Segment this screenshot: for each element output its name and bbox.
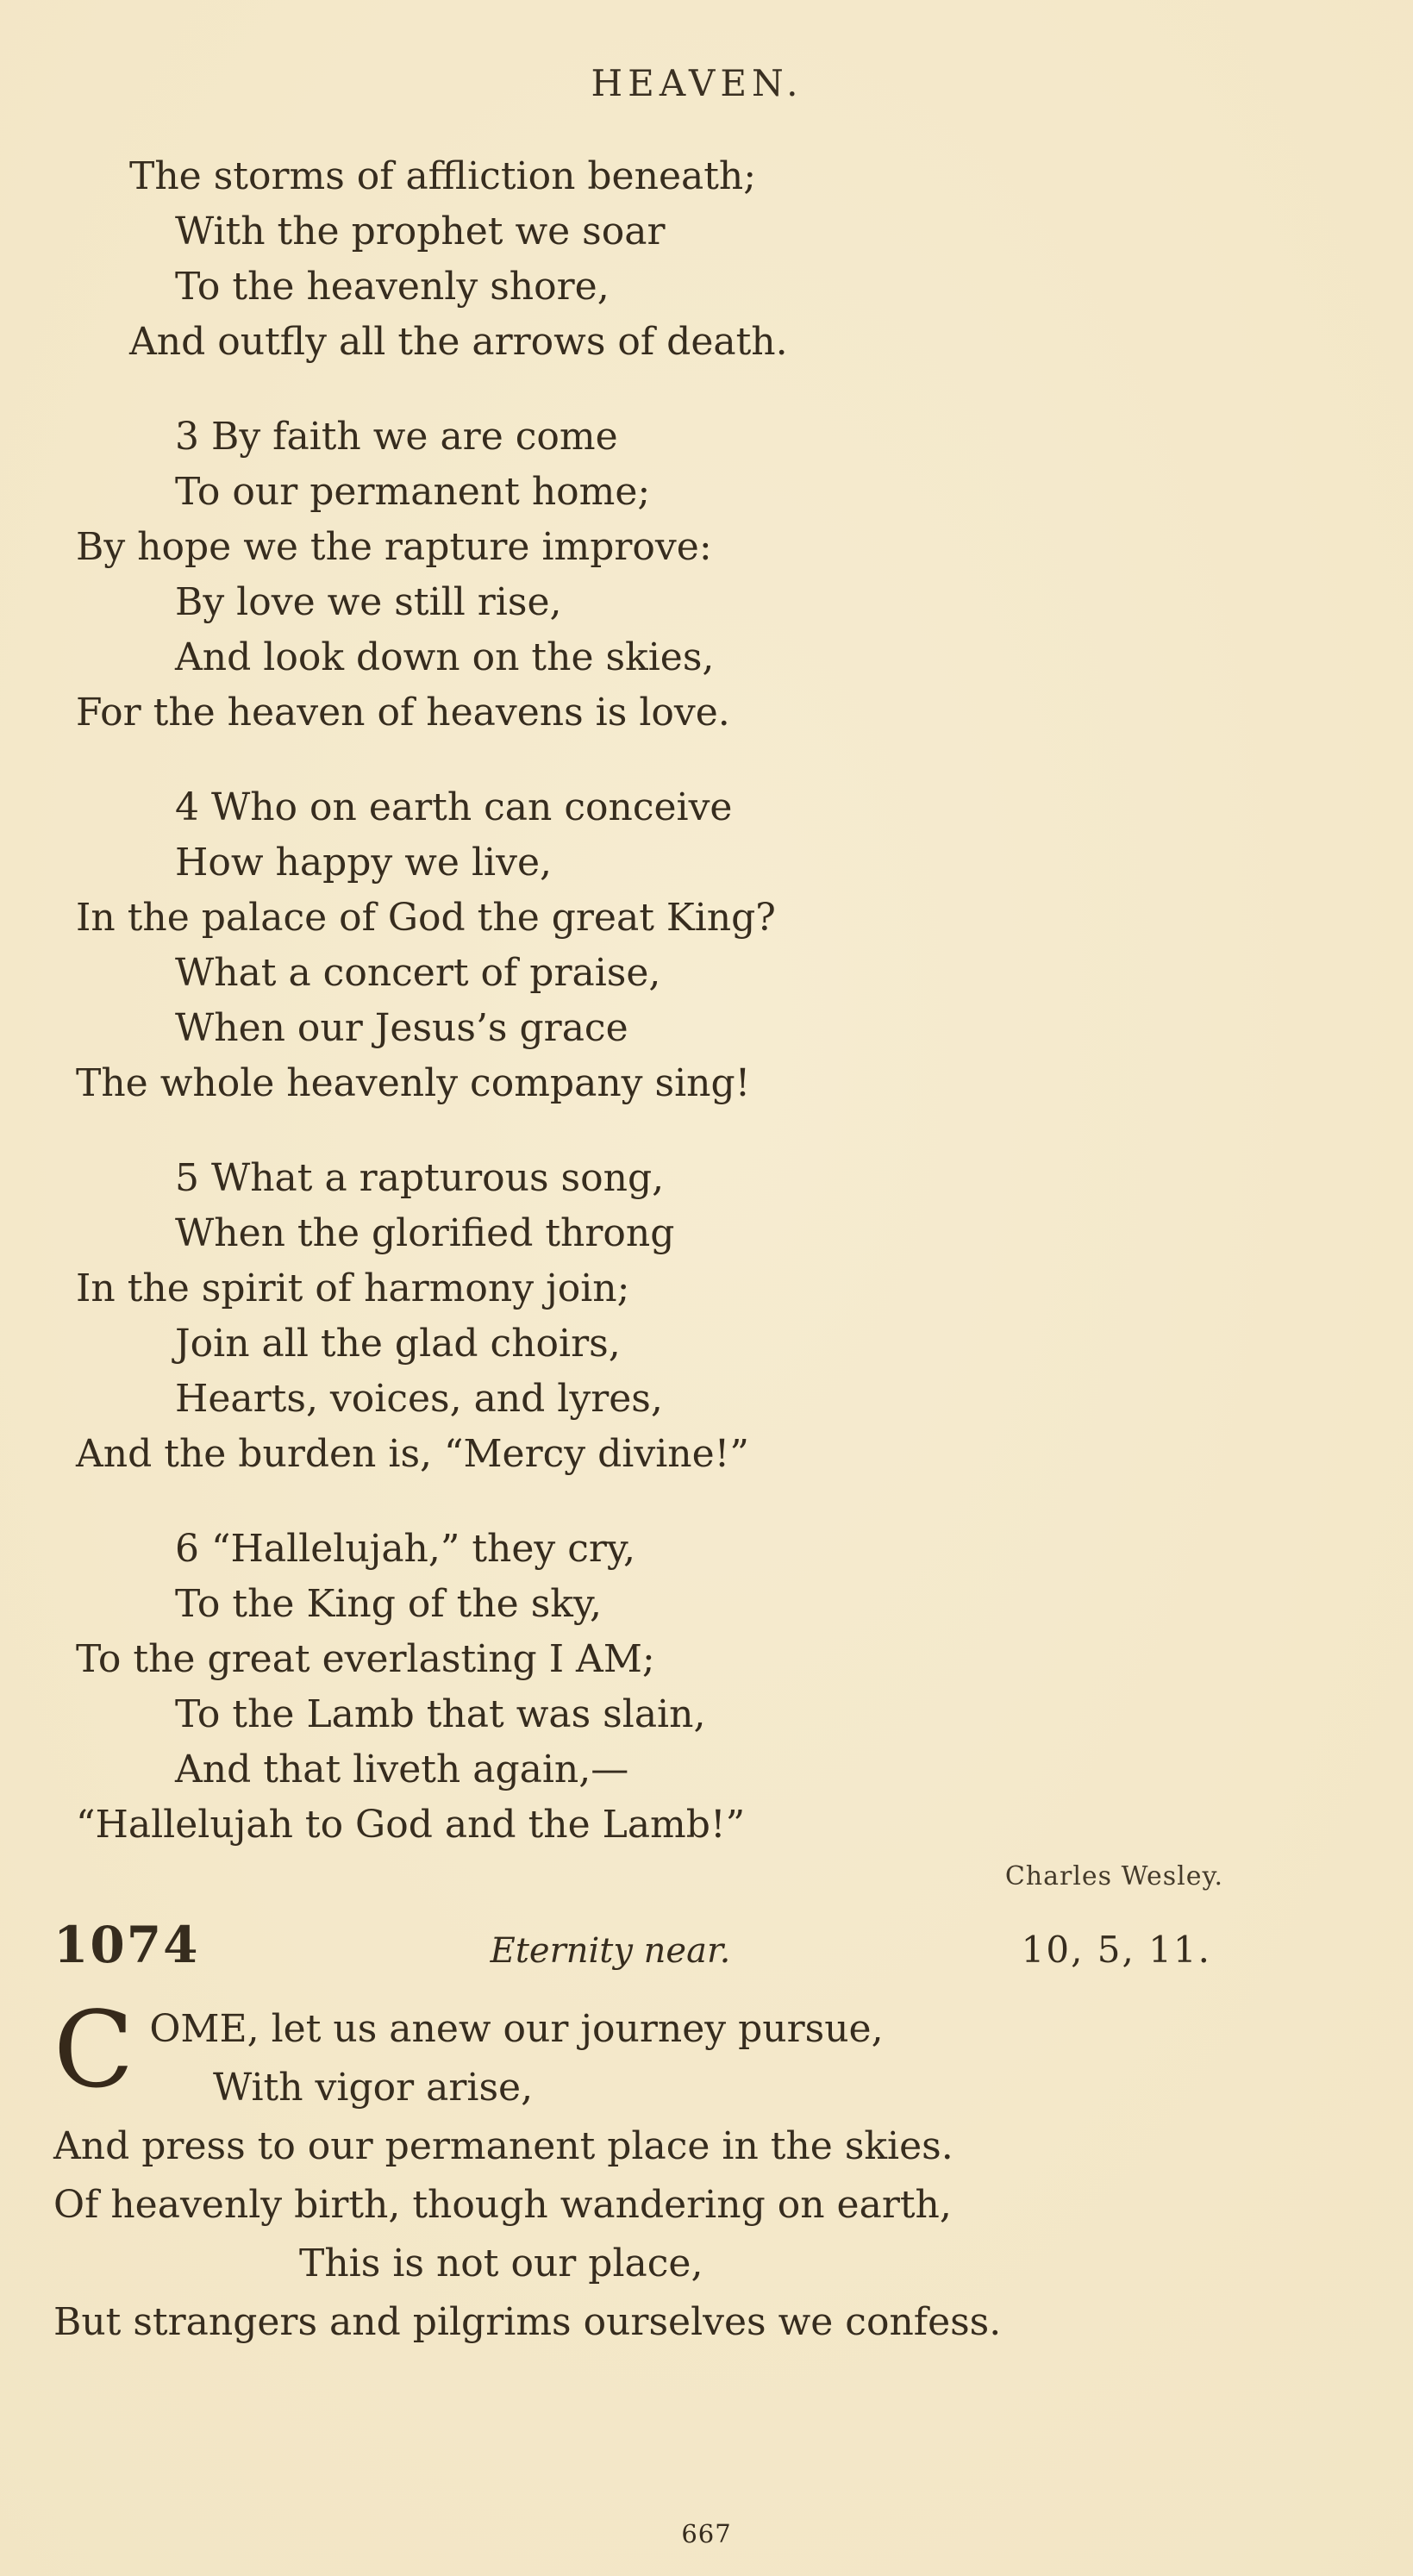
hymn-line: By love we still rise, bbox=[175, 580, 562, 624]
stanza-container bbox=[76, 149, 1318, 1853]
hymn-line: And that liveth again,— bbox=[175, 1748, 629, 1791]
hymn-number: 1074 bbox=[53, 1916, 200, 1974]
hymn-title: Eternity near. bbox=[490, 1931, 731, 1971]
hymn-line: To the King of the sky, bbox=[175, 1582, 602, 1626]
hymn-line: 3 By faith we are come bbox=[175, 415, 618, 459]
hymn-line: To our permanent home; bbox=[175, 470, 651, 514]
hymn-line: “Hallelujah to God and the Lamb!” bbox=[76, 1803, 746, 1847]
hymn-line: By hope we the rapture improve: bbox=[76, 525, 712, 569]
stanza bbox=[76, 1522, 1318, 1853]
hymn-1074 bbox=[53, 1916, 1318, 2352]
page-header: HEAVEN. bbox=[591, 62, 803, 104]
drop-cap: C bbox=[53, 2000, 134, 2111]
stanza bbox=[76, 410, 1318, 741]
hymn-line: With the prophet we soar bbox=[175, 209, 666, 253]
hymn-line: And look down on the skies, bbox=[175, 635, 715, 679]
hymn-line: Of heavenly birth, though wandering on earth, bbox=[53, 2183, 952, 2227]
hymn-lines bbox=[53, 2117, 1318, 2352]
hymn-line: When the glorified throng bbox=[175, 1211, 675, 1255]
hymn-line: To the great everlasting I AM; bbox=[76, 1637, 655, 1681]
hymn-line: To the heavenly shore, bbox=[175, 265, 610, 309]
hymn-continuation bbox=[76, 149, 1318, 1891]
hymn-line: In the spirit of harmony join; bbox=[76, 1266, 630, 1310]
hymn-line: For the heaven of heavens is love. bbox=[76, 691, 730, 735]
hymn-line: And outfly all the arrows of death. bbox=[129, 320, 788, 364]
hymn-line: 6 “Hallelujah,” they cry, bbox=[175, 1527, 635, 1571]
hymn-line: Hearts, voices, and lyres, bbox=[175, 1377, 663, 1421]
hymn-line: 5 What a rapturous song, bbox=[175, 1156, 665, 1200]
hymn-line: What a concert of praise, bbox=[175, 951, 661, 995]
opening-lines bbox=[53, 2000, 1318, 2117]
hymn-line: The whole heavenly company sing! bbox=[76, 1061, 751, 1105]
hymn-line: OME, let us anew our journey pursue, bbox=[149, 2007, 884, 2051]
hymn-line: In the palace of God the great King? bbox=[76, 896, 776, 940]
drop-cap-block bbox=[53, 2000, 1318, 2117]
stanza bbox=[76, 1151, 1318, 1482]
hymn-line: When our Jesus’s grace bbox=[175, 1006, 628, 1050]
hymn-meter: 10, 5, 11. bbox=[1021, 1929, 1211, 1971]
hymn-header bbox=[53, 1916, 1318, 1974]
page-number: 667 bbox=[681, 2519, 732, 2548]
hymn-line: This is not our place, bbox=[299, 2241, 703, 2285]
stanza bbox=[76, 780, 1318, 1111]
hymn-line: But strangers and pilgrims ourselves we confess. bbox=[53, 2300, 1002, 2344]
hymn-line: And press to our permanent place in the skies. bbox=[53, 2124, 953, 2168]
opening-stanza bbox=[53, 2000, 1318, 2352]
hymn-line: To the Lamb that was slain, bbox=[175, 1692, 706, 1736]
hymn-line: With vigor arise, bbox=[213, 2066, 534, 2110]
hymn-line: How happy we live, bbox=[175, 841, 552, 885]
hymn-line: The storms of affliction beneath; bbox=[129, 154, 757, 198]
hymn-line: 4 Who on earth can conceive bbox=[175, 785, 733, 829]
hymn-line: Join all the glad choirs, bbox=[175, 1322, 621, 1366]
attribution: Charles Wesley. bbox=[1004, 1861, 1223, 1891]
hymn-line: And the burden is, “Mercy divine!” bbox=[76, 1432, 749, 1476]
stanza bbox=[76, 149, 1318, 370]
